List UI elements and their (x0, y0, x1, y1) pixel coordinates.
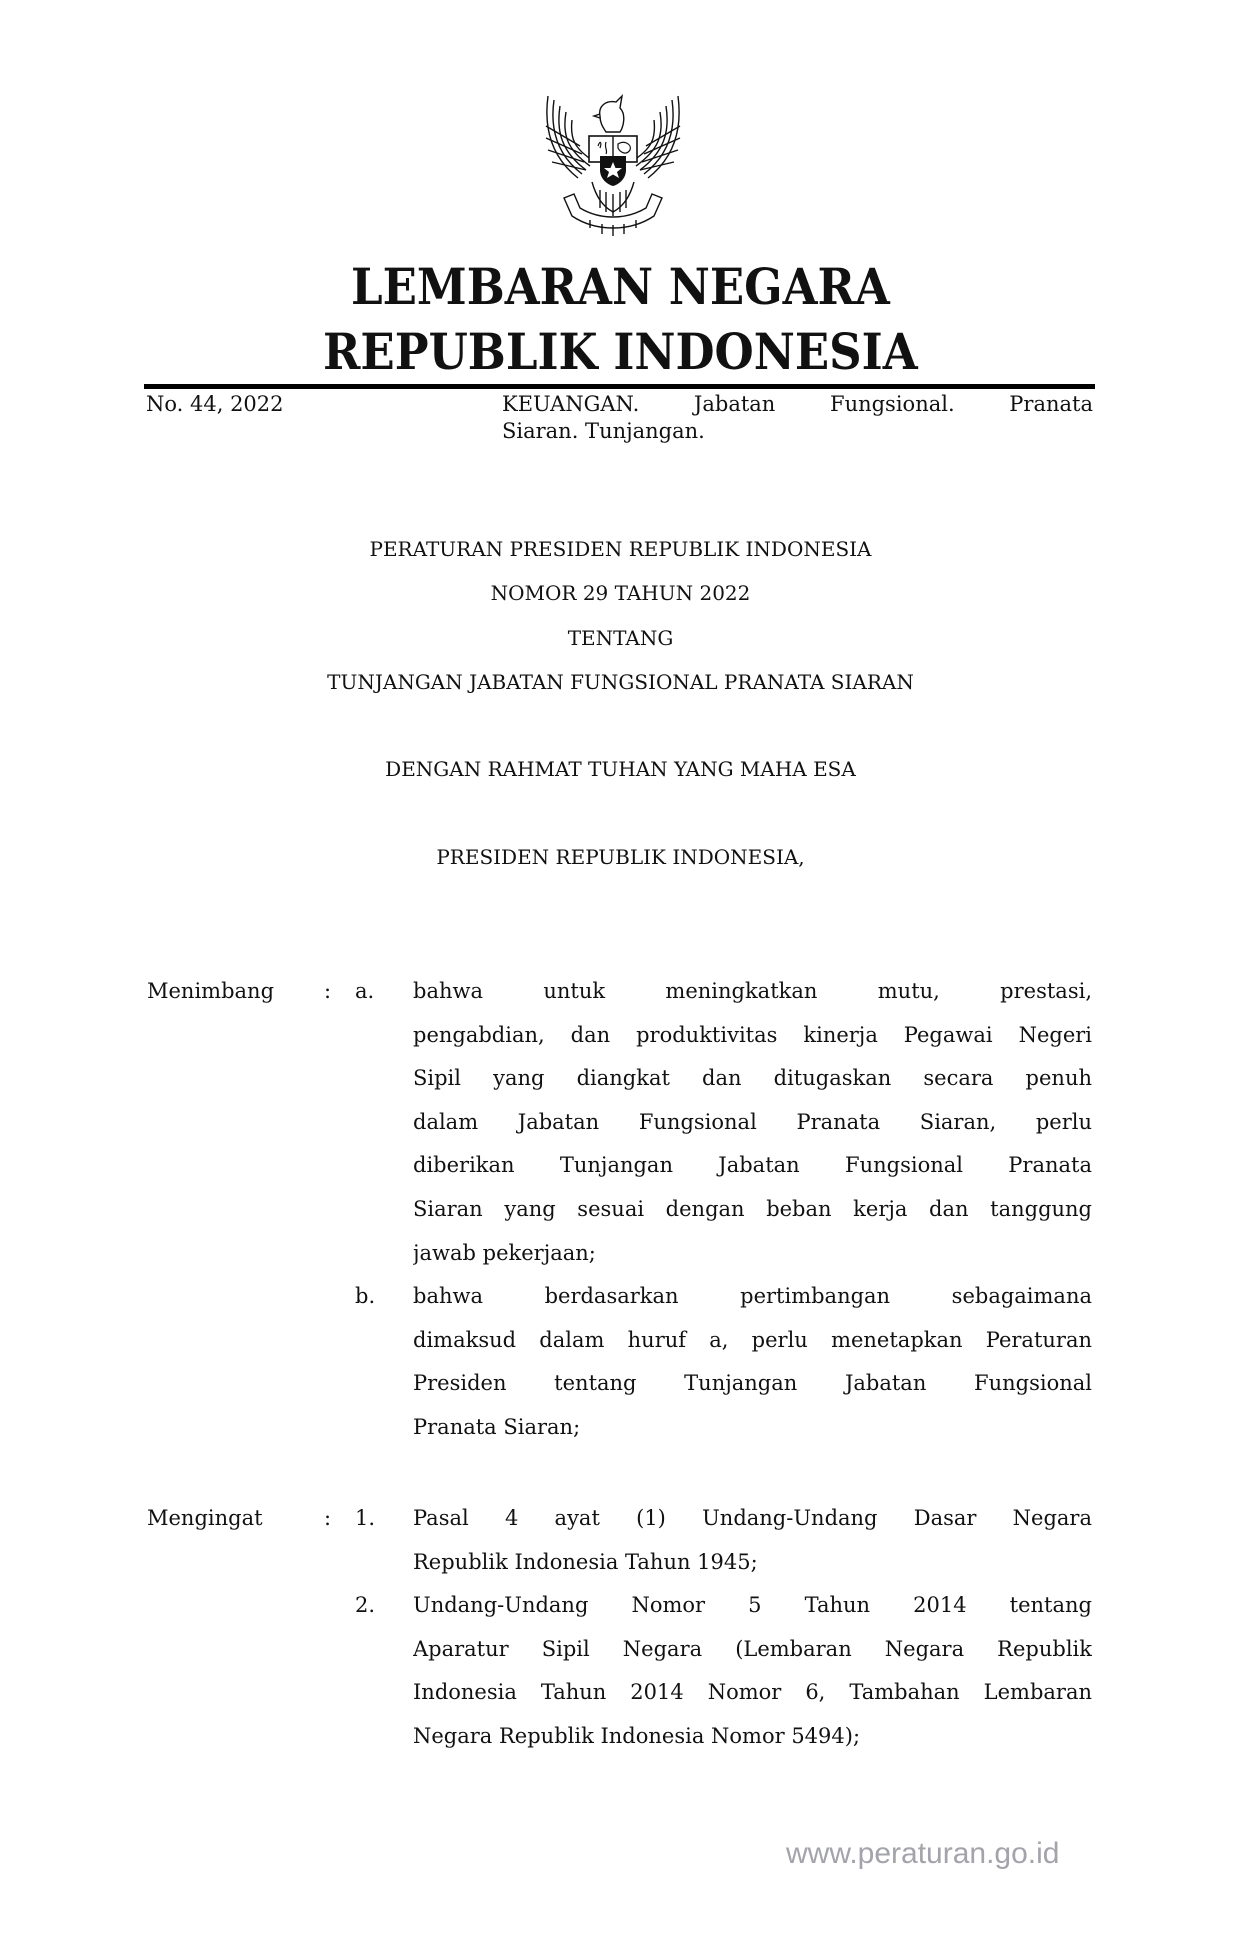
section-label-menimbang: Menimbang (147, 979, 275, 1003)
paragraph-line: Indonesia Tahun 2014 Nomor 6, Tambahan Lembaran (413, 1680, 1092, 1705)
paragraph-line: Negara Republik Indonesia Nomor 5494); (413, 1723, 861, 1748)
gazette-subject-line: Siaran. Tunjangan. (502, 419, 705, 443)
consideration-b (413, 1275, 1092, 1449)
invocation: DENGAN RAHMAT TUHAN YANG MAHA ESA (385, 757, 856, 781)
item-marker: b. (355, 1284, 376, 1308)
president-heading: PRESIDEN REPUBLIK INDONESIA, (436, 845, 805, 869)
item-marker: 1. (355, 1506, 376, 1530)
section-label-mengingat: Mengingat (147, 1506, 263, 1530)
gazette-number: No. 44, 2022 (146, 392, 284, 416)
source-watermark-link[interactable]: www.peraturan.go.id (786, 1837, 1060, 1870)
gazette-title-line-1: LEMBARAN NEGARA (351, 257, 890, 316)
paragraph-line: Pasal 4 ayat (1) Undang-Undang Dasar Negara (413, 1506, 1092, 1530)
paragraph-line: jawab pekerjaan; (413, 1240, 596, 1265)
title-divider (144, 384, 1095, 389)
paragraph-line: dalam Jabatan Fungsional Pranata Siaran, perlu (413, 1109, 1092, 1134)
paragraph-line: Siaran yang sesuai dengan beban kerja dan tanggung (413, 1196, 1092, 1221)
legal-basis-1 (413, 1497, 1092, 1584)
regulation-about-label: TENTANG (567, 626, 674, 650)
regulation-title: PERATURAN PRESIDEN REPUBLIK INDONESIA (369, 537, 872, 561)
item-marker: 2. (355, 1593, 376, 1617)
item-marker: a. (355, 979, 375, 1003)
consideration-a (413, 970, 1092, 1275)
legal-basis-2 (413, 1584, 1092, 1758)
regulation-subject: TUNJANGAN JABATAN FUNGSIONAL PRANATA SIARAN (327, 670, 914, 694)
paragraph-line: dimaksud dalam huruf a, perlu menetapkan Peraturan (413, 1327, 1092, 1352)
regulation-number: NOMOR 29 TAHUN 2022 (490, 581, 751, 605)
paragraph-line: Sipil yang diangkat dan ditugaskan secara penuh (413, 1066, 1092, 1091)
paragraph-line: bahwa untuk meningkatkan mutu, prestasi, (413, 979, 1092, 1003)
paragraph-line: Presiden tentang Tunjangan Jabatan Fungsional (413, 1371, 1092, 1396)
section-colon: : (324, 979, 332, 1003)
paragraph-line: Undang-Undang Nomor 5 Tahun 2014 tentang (413, 1593, 1092, 1617)
gazette-subject (502, 391, 1093, 445)
gazette-title-line-2: REPUBLIK INDONESIA (323, 322, 918, 381)
paragraph-line: bahwa berdasarkan pertimbangan sebagaimana (413, 1284, 1092, 1308)
gazette-subject-line: KEUANGAN. Jabatan Fungsional. Pranata (502, 392, 1093, 416)
section-colon: : (324, 1506, 332, 1530)
paragraph-line: Republik Indonesia Tahun 1945; (413, 1549, 758, 1574)
paragraph-line: diberikan Tunjangan Jabatan Fungsional Pranata (413, 1153, 1092, 1178)
garuda-emblem-icon (540, 86, 686, 246)
paragraph-line: Pranata Siaran; (413, 1414, 581, 1439)
paragraph-line: Aparatur Sipil Negara (Lembaran Negara Republik (413, 1636, 1092, 1661)
paragraph-line: pengabdian, dan produktivitas kinerja Pegawai Negeri (413, 1022, 1092, 1047)
